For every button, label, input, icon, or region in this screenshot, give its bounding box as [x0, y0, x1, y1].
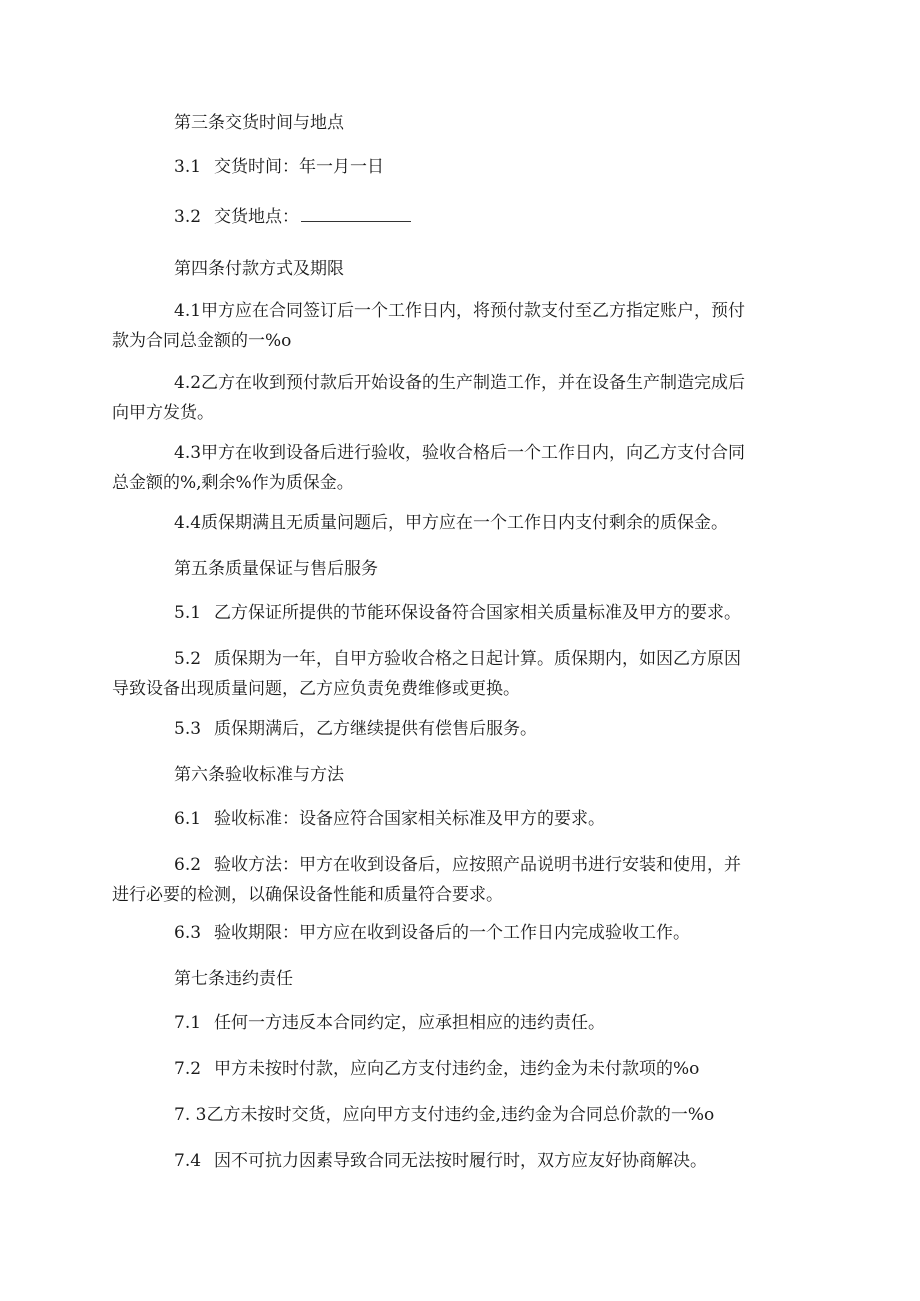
clause-number: 3.1: [174, 157, 202, 177]
section-6-title: 第六条验收标准与方法: [174, 765, 344, 785]
clause-number: 5.2: [174, 649, 202, 669]
clause-4-4: 4.4质保期满且无质量问题后，甲方应在一个工作日内支付剩余的质保金。: [174, 513, 729, 533]
clause-text: 交货地点：: [214, 207, 299, 227]
clause-line: 导致设备出现质量问题，乙方应负责免费维修或更换。: [112, 679, 520, 699]
clause-line: 质保期为一年，自甲方验收合格之日起计算。质保期内，如因乙方原因: [214, 649, 741, 669]
clause-7-4: [174, 1146, 790, 1176]
clause-line: 4.2乙方在收到预付款后开始设备的生产制造工作，并在设备生产制造完成后: [174, 373, 746, 393]
clause-number: 5.1: [174, 603, 202, 623]
clause-line: 款为合同总金额的一%o: [112, 331, 292, 351]
clause-5-1: [174, 598, 790, 628]
section-7-title: 第七条违约责任: [174, 969, 293, 989]
clause-7-2: [174, 1054, 790, 1084]
clause-text: 交货时间：年一月一日: [214, 157, 384, 177]
clause-number: 7.4: [174, 1151, 202, 1171]
clause-line: 进行必要的检测，以确保设备性能和质量符合要求。: [112, 885, 503, 905]
clause-7-1: [174, 1008, 790, 1038]
clause-text: 验收标准：设备应符合国家相关标准及甲方的要求。: [214, 809, 605, 829]
clause-line: 4.3甲方在收到设备后进行验收，验收合格后一个工作日内，向乙方支付合同: [174, 443, 746, 463]
clause-5-3: [174, 714, 790, 744]
clause-number: 5.3: [174, 719, 202, 739]
section-5-title: 第五条质量保证与售后服务: [174, 559, 378, 579]
section-3-title: 第三条交货时间与地点: [174, 113, 344, 133]
clause-6-3: [174, 918, 790, 948]
clause-5-2: [112, 644, 790, 704]
clause-text: 甲方未按时付款，应向乙方支付违约金，违约金为未付款项的%o: [214, 1059, 700, 1079]
clause-text: 任何一方违反本合同约定，应承担相应的违约责任。: [214, 1013, 605, 1033]
clause-line: 总金额的%,剩余%作为质保金。: [112, 473, 354, 493]
clause-line: 验收方法：甲方在收到设备后，应按照产品说明书进行安装和使用，并: [214, 855, 741, 875]
clause-3-2: [174, 202, 790, 232]
clause-3-1: [174, 152, 790, 182]
fill-in-blank: [301, 207, 411, 222]
clause-text: 因不可抗力因素导致合同无法按时履行时，双方应友好协商解决。: [214, 1151, 707, 1171]
clause-text: 验收期限：甲方应在收到设备后的一个工作日内完成验收工作。: [214, 923, 690, 943]
clause-number: 6.1: [174, 809, 202, 829]
clause-number: 7.1: [174, 1013, 202, 1033]
clause-7-3: 7. 3乙方未按时交货，应向甲方支付违约金,违约金为合同总价款的一%o: [174, 1105, 715, 1125]
clause-text: 质保期满后，乙方继续提供有偿售后服务。: [214, 719, 537, 739]
clause-4-2: [112, 368, 790, 428]
clause-line: 4.1甲方应在合同签订后一个工作日内，将预付款支付至乙方指定账户，预付: [174, 301, 746, 321]
clause-line: 向甲方发货。: [112, 403, 214, 423]
clause-number: 7.2: [174, 1059, 202, 1079]
section-4-title: 第四条付款方式及期限: [174, 259, 344, 279]
clause-number: 3.2: [174, 207, 202, 227]
clause-6-2: [112, 850, 790, 910]
clause-text: 乙方保证所提供的节能环保设备符合国家相关质量标准及甲方的要求。: [214, 603, 741, 623]
clause-number: 6.3: [174, 923, 202, 943]
clause-4-3: [112, 438, 790, 498]
clause-6-1: [174, 804, 790, 834]
clause-4-1: [112, 296, 790, 356]
clause-number: 6.2: [174, 855, 202, 875]
